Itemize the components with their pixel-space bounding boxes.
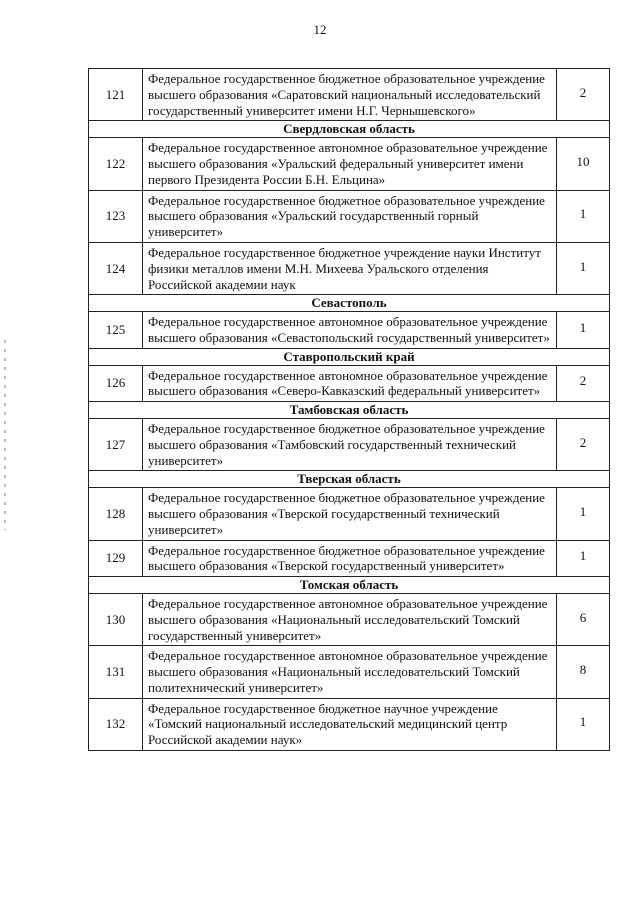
organization-name: Федеральное государственное бюджетное научное учреждение «Томский национальный исследовательский медицинский центр Российской академии наук» [143, 698, 557, 750]
region-name: Ставропольский край [89, 348, 610, 365]
quota-count: 10 [557, 138, 610, 190]
organization-name: Федеральное государственное бюджетное образовательное учреждение высшего образования «Тверской государственный технический университет» [143, 488, 557, 540]
row-number: 131 [89, 646, 143, 698]
organization-name: Федеральное государственное бюджетное образовательное учреждение высшего образования «Тамбовский государственный технический университет» [143, 418, 557, 470]
region-header-row [89, 402, 610, 419]
region-header-row [89, 121, 610, 138]
row-number: 128 [89, 488, 143, 540]
quota-count: 2 [557, 365, 610, 402]
quota-count: 1 [557, 190, 610, 242]
region-header-row [89, 348, 610, 365]
quota-count: 1 [557, 488, 610, 540]
region-header-row [89, 577, 610, 594]
table-row [89, 593, 610, 645]
table-body [89, 69, 610, 751]
region-name: Свердловская область [89, 121, 610, 138]
row-number: 125 [89, 312, 143, 349]
row-number: 123 [89, 190, 143, 242]
region-name: Севастополь [89, 295, 610, 312]
quota-count: 6 [557, 593, 610, 645]
row-number: 130 [89, 593, 143, 645]
table-row [89, 190, 610, 242]
row-number: 129 [89, 540, 143, 577]
scan-edge-marks [4, 340, 6, 530]
quota-count: 2 [557, 69, 610, 121]
table-row [89, 646, 610, 698]
organization-name: Федеральное государственное бюджетное образовательное учреждение высшего образования «Саратовский национальный исследовательский государственный университет имени Н.Г. Чернышевского» [143, 69, 557, 121]
row-number: 132 [89, 698, 143, 750]
row-number: 126 [89, 365, 143, 402]
table-row [89, 312, 610, 349]
table-row [89, 698, 610, 750]
row-number: 127 [89, 418, 143, 470]
page-number: 12 [313, 22, 327, 37]
row-number: 122 [89, 138, 143, 190]
region-name: Тамбовская область [89, 402, 610, 419]
row-number: 124 [89, 242, 143, 294]
region-header-row [89, 295, 610, 312]
table-row [89, 540, 610, 577]
quota-count: 1 [557, 540, 610, 577]
organization-name: Федеральное государственное бюджетное учреждение науки Институт физики металлов имени М.Н. Михеева Уральского отделения Российской академии наук [143, 242, 557, 294]
table-row [89, 488, 610, 540]
organization-name: Федеральное государственное бюджетное образовательное учреждение высшего образования «Уральский государственный горный университет» [143, 190, 557, 242]
organization-name: Федеральное государственное бюджетное образовательное учреждение высшего образования «Тверской государственный университет» [143, 540, 557, 577]
quota-count: 2 [557, 418, 610, 470]
region-header-row [89, 471, 610, 488]
quota-count: 8 [557, 646, 610, 698]
region-name: Тверская область [89, 471, 610, 488]
quota-count: 1 [557, 698, 610, 750]
row-number: 121 [89, 69, 143, 121]
organization-name: Федеральное государственное автономное образовательное учреждение высшего образования «Северо-Кавказский федеральный университет» [143, 365, 557, 402]
region-name: Томская область [89, 577, 610, 594]
table-row [89, 69, 610, 121]
organization-name: Федеральное государственное автономное образовательное учреждение высшего образования «Национальный исследовательский Томский государственный университет» [143, 593, 557, 645]
table-row [89, 365, 610, 402]
table-row [89, 242, 610, 294]
table-row [89, 418, 610, 470]
organization-name: Федеральное государственное автономное образовательное учреждение высшего образования «Севастопольский государственный университет» [143, 312, 557, 349]
quota-count: 1 [557, 242, 610, 294]
quota-count: 1 [557, 312, 610, 349]
allocation-table [88, 68, 610, 751]
table-row [89, 138, 610, 190]
organization-name: Федеральное государственное автономное образовательное учреждение высшего образования «Национальный исследовательский Томский политехнический университет» [143, 646, 557, 698]
organization-name: Федеральное государственное автономное образовательное учреждение высшего образования «Уральский федеральный университет имени первого Президента России Б.Н. Ельцина» [143, 138, 557, 190]
